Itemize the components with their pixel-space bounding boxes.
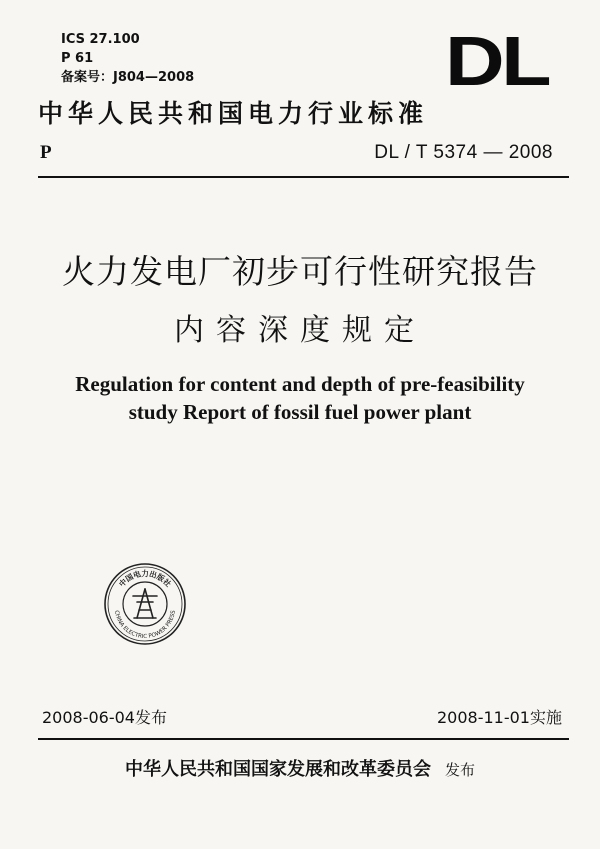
classification-block	[61, 30, 194, 87]
tower-emblem-icon	[133, 589, 157, 618]
issue-date: 2008-06-04发布	[42, 708, 167, 727]
seal-top-text: 中国电力出版社	[117, 569, 173, 589]
publisher-seal-emblem	[103, 562, 187, 646]
issuing-authority: 中华人民共和国国家发展和改革委员会	[124, 759, 431, 780]
classification-letter: P	[40, 142, 52, 163]
issuer-action: 发布	[444, 761, 475, 779]
dl-logo: DL	[445, 22, 549, 100]
chinese-title-line-2: 内容深度规定	[174, 313, 426, 348]
ccs-code: P 61	[61, 51, 94, 66]
english-title-line-1: Regulation for content and depth of pre-feasibility	[75, 372, 525, 396]
english-title-line-2: study Report of fossil fuel power plant	[128, 400, 472, 424]
issuer-line	[0, 755, 600, 781]
industry-standard-title: 中华人民共和国电力行业标准	[38, 99, 429, 128]
standard-number: DL / T 5374 — 2008	[374, 142, 553, 163]
implementation-date: 2008-11-01实施	[437, 708, 562, 727]
seal-ring-text: CHINA ELECTRIC POWER PRESS	[113, 610, 177, 641]
bottom-divider	[38, 738, 569, 740]
chinese-title-line-1: 火力发电厂初步可行性研究报告	[62, 252, 538, 291]
english-title	[0, 370, 600, 426]
publisher-seal	[103, 562, 187, 646]
top-divider	[38, 176, 569, 178]
record-number: 备案号：J804—2008	[61, 70, 195, 85]
ics-code: ICS 27.100	[61, 32, 140, 47]
